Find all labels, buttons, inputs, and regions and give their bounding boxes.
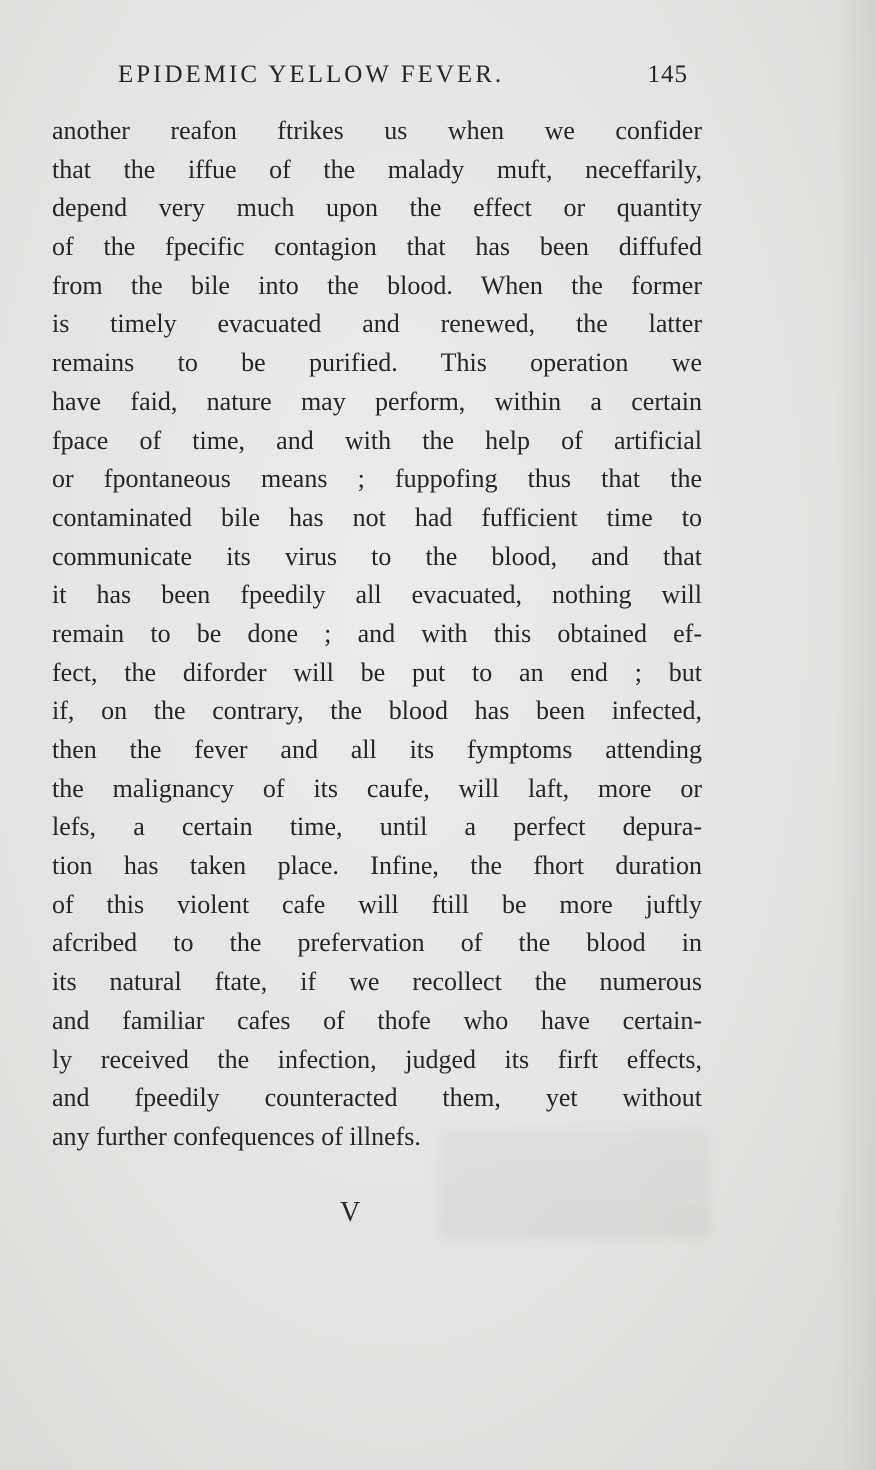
running-title: EPIDEMIC YELLOW FEVER. xyxy=(118,61,505,88)
text-line: its natural ftate, if we recollect the numerous xyxy=(52,967,702,997)
text-line: tion has taken place. Infine, the fhort duration xyxy=(52,851,702,881)
text-line: fpace of time, and with the help of artificial xyxy=(52,425,702,455)
text-line: or fpontaneous means ; fuppofing thus that the xyxy=(52,464,702,494)
text-line: the malignancy of its caufe, will laft, more or xyxy=(52,773,702,803)
running-head xyxy=(118,58,688,92)
text-line: depend very much upon the effect or quantity xyxy=(52,193,702,223)
text-line: and fpeedily counteracted them, yet without xyxy=(52,1083,702,1113)
text-line: then the fever and all its fymptoms attending xyxy=(52,735,702,764)
text-line: ly received the infection, judged its firft effects, xyxy=(52,1044,702,1074)
text-line: lefs, a certain time, until a perfect depura- xyxy=(52,812,702,842)
text-line: it has been fpeedily all evacuated, nothing will xyxy=(52,580,702,610)
text-line: remains to be purified. This operation we xyxy=(52,348,702,378)
page-edge-shadow xyxy=(836,0,876,1470)
text-line: communicate its virus to the blood, and that xyxy=(52,541,702,571)
body-text xyxy=(52,112,702,1157)
text-line: that the iffue of the malady muft, neceffarily, xyxy=(52,154,702,184)
text-line-last: any further confequences of illnefs. xyxy=(52,1121,421,1151)
text-line: contaminated bile has not had fufficient time to xyxy=(52,502,702,532)
text-line: have faid, nature may perform, within a certain xyxy=(52,386,702,416)
page-number: 145 xyxy=(647,61,688,88)
text-line: afcribed to the prefervation of the blood in xyxy=(52,928,702,958)
text-line: is timely evacuated and renewed, the latter xyxy=(52,309,702,339)
text-line: of the fpecific contagion that has been diffufed xyxy=(52,232,702,262)
text-line: fect, the diforder will be put to an end ; but xyxy=(52,657,702,687)
text-line: of this violent cafe will ftill be more juftly xyxy=(52,889,702,919)
text-line: if, on the contrary, the blood has been infected, xyxy=(52,696,702,726)
text-line: from the bile into the blood. When the former xyxy=(52,270,702,300)
catchword: V xyxy=(340,1197,361,1228)
text-line: and familiar cafes of thofe who have certain- xyxy=(52,1005,702,1035)
text-line: another reafon ftrikes us when we confider xyxy=(52,116,702,145)
text-line: remain to be done ; and with this obtained ef- xyxy=(52,618,702,648)
